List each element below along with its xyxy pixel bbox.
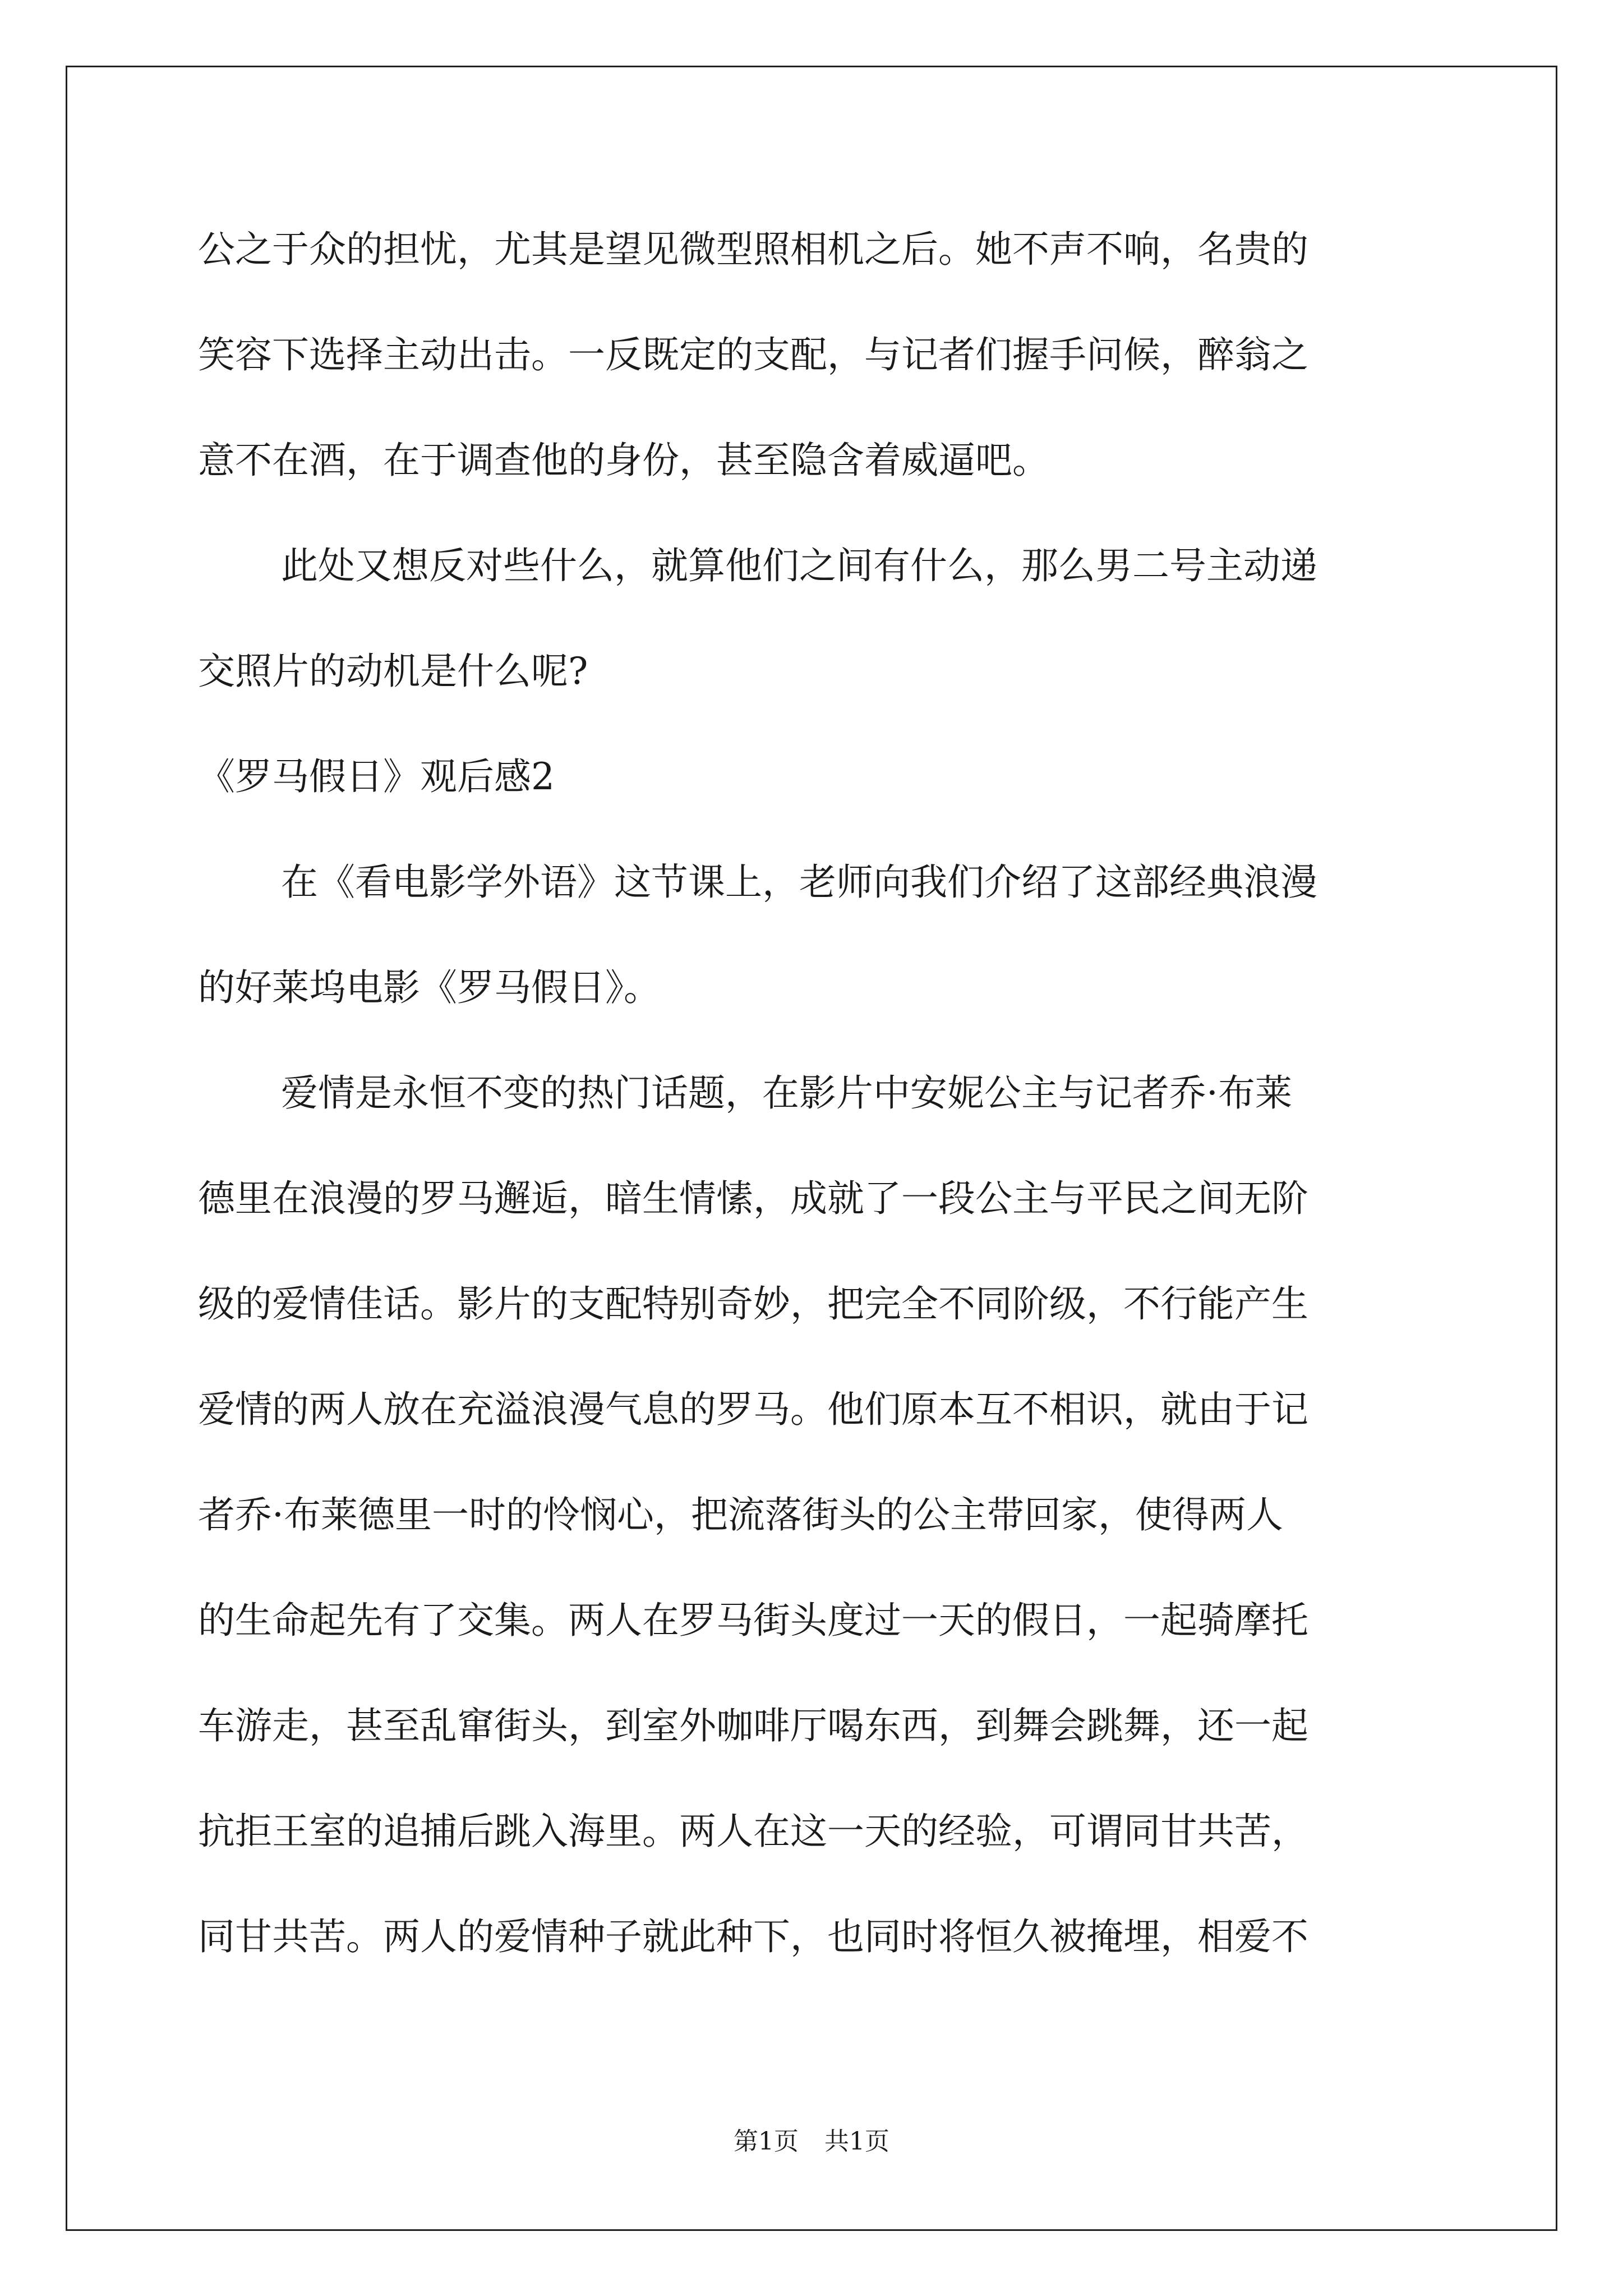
text-line-10: 德里在浪漫的罗马邂逅，暗生情愫，成就了一段公主与平民之间无阶 — [198, 1177, 1308, 1220]
text-line-15: 车游走，甚至乱窜街头，到室外咖啡厅喝东西，到舞会跳舞，还一起 — [198, 1704, 1308, 1747]
text-line-12: 爱情的两人放在充溢浪漫气息的罗马。他们原本互不相识，就由于记 — [198, 1388, 1308, 1431]
text-line-8: 的好莱坞电影《罗马假日》。 — [198, 966, 661, 1009]
document-body — [198, 208, 1426, 2000]
text-line-3: 意不在酒，在于调查他的身份，甚至隐含着威逼吧。 — [198, 439, 1049, 482]
text-line-7: 在《看电影学外语》这节课上，老师向我们介绍了这部经典浪漫 — [281, 861, 1317, 904]
text-line-11: 级的爱情佳话。影片的支配特别奇妙，把完全不同阶级，不行能产生 — [198, 1282, 1308, 1326]
section-heading: 《罗马假日》观后感2 — [198, 755, 555, 798]
text-line-16: 抗拒王室的追捕后跳入海里。两人在这一天的经验，可谓同甘共苦， — [198, 1810, 1308, 1853]
text-line-9: 爱情是永恒不变的热门话题，在影片中安妮公主与记者乔·布莱 — [281, 1071, 1292, 1115]
text-line-2: 笑容下选择主动出击。一反既定的支配，与记者们握手问候，醉翁之 — [198, 333, 1308, 376]
text-line-13: 者乔·布莱德里一时的怜悯心，把流落街头的公主带回家，使得两人 — [198, 1493, 1283, 1536]
page-total: 共1页 — [824, 2127, 889, 2156]
text-line-5: 交照片的动机是什么呢? — [198, 650, 588, 693]
text-line-17: 同甘共苦。两人的爱情种子就此种下，也同时将恒久被掩埋，相爱不 — [198, 1915, 1308, 1958]
page-number: 第1页 — [734, 2127, 799, 2156]
text-line-1: 公之于众的担忧，尤其是望见微型照相机之后。她不声不响，名贵的 — [198, 228, 1308, 271]
page-footer — [0, 2125, 1623, 2159]
text-line-4: 此处又想反对些什么，就算他们之间有什么，那么男二号主动递 — [281, 544, 1317, 587]
text-line-14: 的生命起先有了交集。两人在罗马街头度过一天的假日，一起骑摩托 — [198, 1599, 1308, 1642]
